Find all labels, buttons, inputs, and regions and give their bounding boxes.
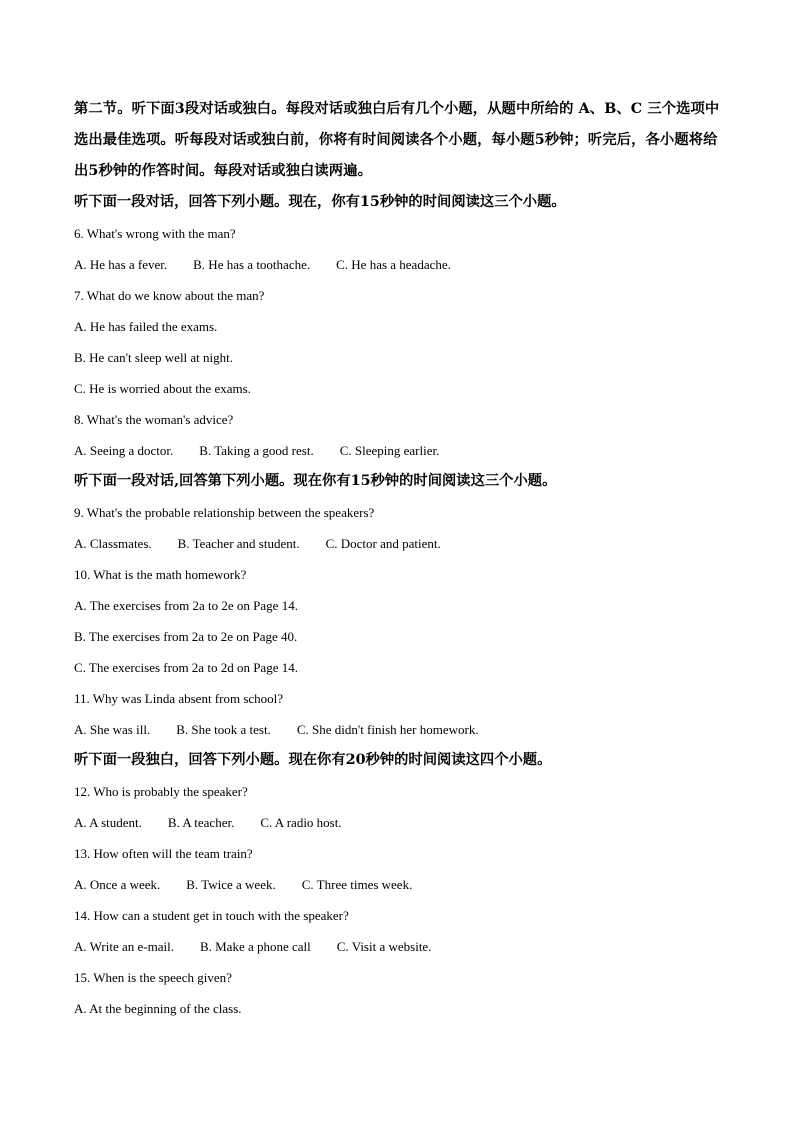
option-7c: C. He is worried about the exams.	[74, 381, 251, 396]
option-14b: B. Make a phone call	[199, 939, 311, 954]
option-13a: A. Once a week.	[74, 877, 161, 892]
question-stem-7: 7. What do we know about the man?	[74, 288, 265, 303]
question-stem-14: 14. How can a student get in touch with the speaker?	[74, 908, 349, 923]
option-7a: A. He has failed the exams.	[74, 319, 218, 334]
options-row-14	[74, 931, 724, 962]
question-stem-11: 11. Why was Linda absent from school?	[74, 691, 284, 706]
group-instruction: 听下面一段独白，回答下列小题。现在你有20秒钟的时间阅读这四个小题。	[74, 752, 552, 768]
option-9a: A. Classmates.	[74, 536, 152, 551]
question-stem-8: 8. What's the woman's advice?	[74, 412, 234, 427]
option-6b: B. He has a toothache.	[193, 257, 311, 272]
option-12a: A. A student.	[74, 815, 142, 830]
question-stem-9: 9. What's the probable relationship between the speakers?	[74, 505, 375, 520]
options-row-8	[74, 435, 724, 466]
question-stem-10: 10. What is the math homework?	[74, 567, 247, 582]
options-row-9	[74, 528, 724, 559]
option-13b: B. Twice a week.	[186, 877, 276, 892]
option-6a: A. He has a fever.	[74, 257, 168, 272]
option-13c: C. Three times week.	[301, 877, 413, 892]
question-stem-13: 13. How often will the team train?	[74, 846, 253, 861]
option-15a: A. At the beginning of the class.	[74, 1001, 242, 1016]
option-8c: C. Sleeping earlier.	[339, 443, 440, 458]
option-10b: B. The exercises from 2a to 2e on Page 40.	[74, 629, 298, 644]
question-group-2	[74, 466, 724, 745]
option-12c: C. A radio host.	[260, 815, 342, 830]
options-row-11	[74, 714, 724, 745]
option-11c: C. She didn't finish her homework.	[296, 722, 479, 737]
question-stem-6: 6. What's wrong with the man?	[74, 226, 236, 241]
option-10c: C. The exercises from 2a to 2d on Page 14.	[74, 660, 298, 675]
options-row-13	[74, 869, 724, 900]
question-group-1	[74, 187, 724, 466]
group-instruction: 听下面一段对话,回答第下列小题。现在你有15秒钟的时间阅读这三个小题。	[74, 473, 557, 489]
option-14c: C. Visit a website.	[336, 939, 432, 954]
option-6c: C. He has a headache.	[336, 257, 451, 272]
option-11a: A. She was ill.	[74, 722, 151, 737]
option-8b: B. Taking a good rest.	[199, 443, 314, 458]
option-14a: A. Write an e-mail.	[74, 939, 174, 954]
section-intro: 第二节。听下面3段对话或独白。每段对话或独白后有几个小题，从题中所给的 A、B、C 三个选项中选出最佳选项。听每段对话或独白前，你将有时间阅读各个小题，每小题5秒钟；听完后，各小题将给出5秒钟的作答时间。每段对话或独白读两遍。	[74, 101, 720, 179]
option-7b: B. He can't sleep well at night.	[74, 350, 234, 365]
option-9b: B. Teacher and student.	[177, 536, 300, 551]
option-12b: B. A teacher.	[167, 815, 235, 830]
option-11b: B. She took a test.	[176, 722, 271, 737]
group-instruction: 听下面一段对话，回答下列小题。现在，你有15秒钟的时间阅读这三个小题。	[74, 194, 566, 210]
question-group-3	[74, 745, 724, 1024]
question-stem-12: 12. Who is probably the speaker?	[74, 784, 248, 799]
exam-page	[74, 94, 724, 1024]
options-row-12	[74, 807, 724, 838]
option-9c: C. Doctor and patient.	[325, 536, 441, 551]
option-10a: A. The exercises from 2a to 2e on Page 14.	[74, 598, 298, 613]
option-8a: A. Seeing a doctor.	[74, 443, 174, 458]
options-row-6	[74, 249, 724, 280]
question-stem-15: 15. When is the speech given?	[74, 970, 232, 985]
